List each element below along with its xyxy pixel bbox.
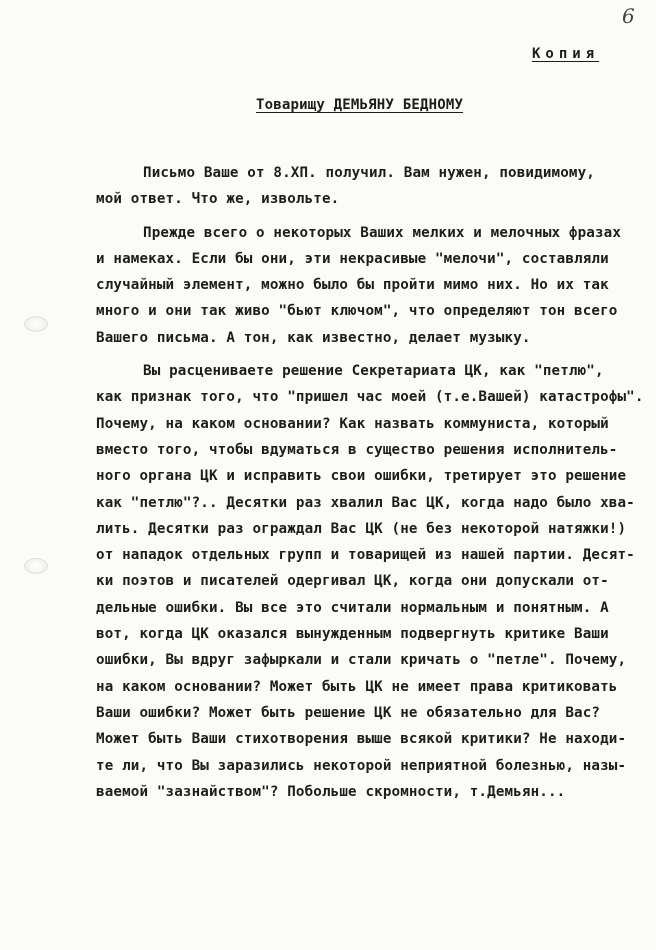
punch-hole: [24, 316, 48, 332]
text-line: вот, когда ЦК оказался вынужденным подвергнуть критике Ваши: [96, 626, 609, 643]
text-line: ошибки, Вы вдруг зафыркали и стали кричать о "петле". Почему,: [96, 652, 627, 669]
text-line: вместо того, чтобы вдуматься в существо решения исполнитель-: [96, 441, 618, 458]
text-line: те ли, что Вы заразились некоторой неприятной болезнью, назы-: [96, 757, 627, 774]
text-line: ки поэтов и писателей одергивал ЦК, когда они допускали от-: [96, 573, 609, 590]
text-line: мой ответ. Что же, извольте.: [96, 191, 340, 208]
addressee-heading: Товарищу ДЕМЬЯНУ БЕДНОМУ: [256, 97, 464, 113]
paragraph: [96, 358, 644, 805]
paragraph: [96, 160, 644, 213]
text-line: много и они так живо "бьют ключом", что определяют тон всего: [96, 303, 618, 320]
page-number: 6: [622, 4, 635, 28]
text-line: как признак того, что "пришел час моей (т.е.Вашей) катастрофы".: [96, 389, 644, 406]
text-line: от нападок отдельных групп и товарищей из нашей партии. Десят-: [96, 547, 635, 564]
text-line: ного органа ЦК и исправить свои ошибки, третирует это решение: [96, 468, 627, 485]
text-line: ваемой "зазнайством"? Побольше скромности, т.Демьян...: [96, 783, 566, 800]
paragraph: [96, 220, 644, 351]
text-line: Может быть Ваши стихотворения выше всякой критики? Не находи-: [96, 731, 627, 748]
text-line: Вы расцениваете решение Секретариата ЦК, как "петлю",: [143, 363, 604, 380]
punch-hole: [24, 558, 48, 574]
text-line: Письмо Ваше от 8.XП. получил. Вам нужен, повидимому,: [143, 165, 595, 181]
text-line: Прежде всего о некоторых Ваших мелких и мелочных фразах: [143, 224, 622, 241]
text-line: на каком основании? Может быть ЦК не имеет права критиковать: [96, 678, 618, 695]
text-line: как "петлю"?.. Десятки раз хвалил Вас ЦК, когда надо было хва-: [96, 494, 635, 511]
text-line: Ваши ошибки? Может быть решение ЦК не обязательно для Вас?: [96, 704, 601, 721]
text-line: Почему, на каком основании? Как назвать коммуниста, который: [96, 415, 609, 432]
text-line: Вашего письма. А тон, как известно, делает музыку.: [96, 329, 531, 346]
text-line: дельные ошибки. Вы все это считали нормальным и понятным. А: [96, 599, 609, 616]
copy-mark: Копия: [532, 46, 600, 62]
text-line: лить. Десятки раз ограждал Вас ЦК (не без некоторой натяжки!): [96, 520, 627, 537]
text-line: и намеках. Если бы они, эти некрасивые "мелочи", составляли: [96, 250, 609, 267]
text-line: случайный элемент, можно было бы пройти мимо них. Но их так: [96, 277, 609, 294]
letter-body: [96, 160, 644, 805]
